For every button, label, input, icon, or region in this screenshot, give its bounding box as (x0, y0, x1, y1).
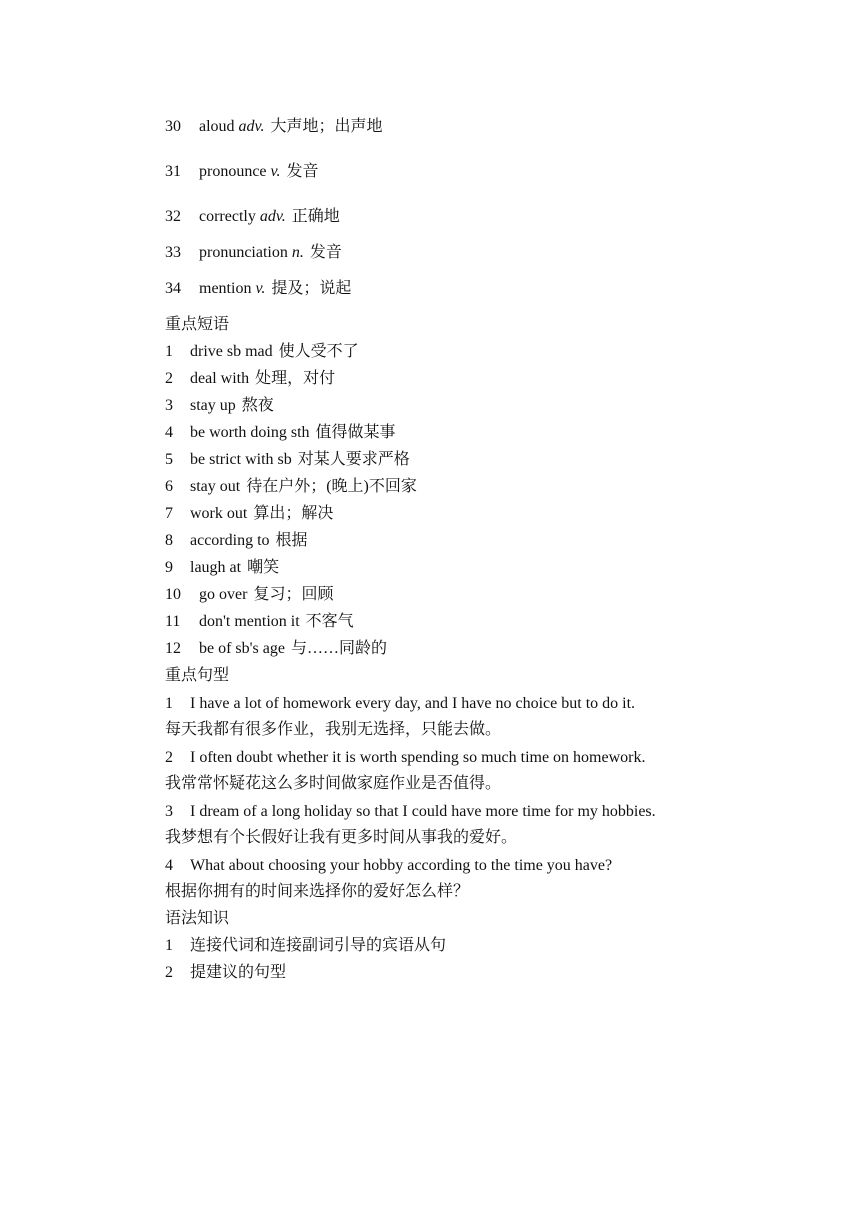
phrase-chinese: 待在户外；(晚上)不回家 (246, 478, 417, 495)
phrase-number: 1 (165, 343, 173, 360)
phrase-item (165, 342, 359, 362)
phrase-chinese: 熬夜 (241, 397, 274, 414)
vocab-item (165, 162, 318, 182)
vocab-meaning: 发音 (309, 244, 342, 261)
sentence-english: I dream of a long holiday so that I could have more time for my hobbies. (190, 803, 656, 820)
vocab-word: pronunciation (199, 244, 288, 261)
grammar-number: 1 (165, 937, 173, 954)
phrase-english: stay out (190, 478, 241, 495)
phrase-english: don't mention it (199, 613, 300, 630)
vocab-pos: v. (270, 163, 281, 180)
phrase-number: 7 (165, 505, 173, 522)
sentence-english-line (165, 856, 612, 876)
phrase-number: 5 (165, 451, 173, 468)
phrase-chinese: 嘲笑 (247, 559, 280, 576)
phrase-english: be of sb's age (199, 640, 285, 657)
phrase-chinese: 处理，对付 (255, 370, 336, 387)
phrase-chinese: 值得做某事 (315, 424, 396, 441)
phrase-number: 3 (165, 397, 173, 414)
section-heading-phrases: 重点短语 (165, 316, 230, 333)
phrase-chinese: 根据 (275, 532, 308, 549)
phrase-item (165, 450, 410, 470)
vocab-pos: adv. (238, 118, 265, 135)
sentence-english-line (165, 748, 645, 768)
vocab-meaning: 大声地；出声地 (270, 118, 383, 135)
phrase-item (165, 504, 333, 524)
phrase-number: 9 (165, 559, 173, 576)
phrase-item (165, 558, 279, 578)
phrase-number: 11 (165, 613, 181, 630)
vocab-meaning: 发音 (286, 163, 319, 180)
sentence-english-line (165, 802, 656, 822)
phrase-number: 6 (165, 478, 173, 495)
phrase-english: go over (199, 586, 248, 603)
vocab-meaning: 提及；说起 (271, 280, 352, 297)
phrase-english: be strict with sb (190, 451, 292, 468)
phrase-item (165, 423, 396, 443)
phrase-item (165, 612, 354, 632)
vocab-word: mention (199, 280, 252, 297)
phrase-number: 4 (165, 424, 173, 441)
phrase-chinese: 使人受不了 (278, 343, 359, 360)
phrase-item (165, 477, 417, 497)
sentence-english: I often doubt whether it is worth spending so much time on homework. (190, 749, 646, 766)
phrase-english: work out (190, 505, 248, 522)
vocab-meaning: 正确地 (291, 208, 340, 225)
vocab-pos: n. (291, 244, 304, 261)
vocab-item (165, 243, 342, 263)
vocab-item (165, 207, 340, 227)
sentence-number: 4 (165, 857, 173, 874)
sentence-chinese: 每天我都有很多作业，我别无选择，只能去做。 (165, 721, 502, 738)
grammar-item (165, 963, 286, 983)
phrase-number: 12 (165, 640, 181, 657)
phrase-number: 2 (165, 370, 173, 387)
vocab-item (165, 279, 351, 299)
grammar-number: 2 (165, 964, 173, 981)
sentence-number: 2 (165, 749, 173, 766)
phrase-item (165, 396, 274, 416)
sentence-english: What about choosing your hobby according to the time you have? (190, 857, 613, 874)
phrase-chinese: 对某人要求严格 (297, 451, 410, 468)
phrase-chinese: 算出；解决 (253, 505, 334, 522)
phrase-english: according to (190, 532, 270, 549)
vocab-item (165, 117, 382, 137)
phrase-item (165, 585, 333, 605)
grammar-text: 连接代词和连接副词引导的宾语从句 (190, 937, 447, 954)
phrase-item (165, 531, 308, 551)
vocab-number: 32 (165, 208, 181, 225)
phrase-item (165, 369, 335, 389)
vocab-word: aloud (199, 118, 235, 135)
vocab-pos: adv. (259, 208, 286, 225)
vocab-word: correctly (199, 208, 256, 225)
vocab-pos: v. (255, 280, 266, 297)
phrase-number: 10 (165, 586, 181, 603)
phrase-english: be worth doing sth (190, 424, 310, 441)
sentence-chinese: 我常常怀疑花这么多时间做家庭作业是否值得。 (165, 775, 502, 792)
vocab-number: 34 (165, 280, 181, 297)
vocab-number: 30 (165, 118, 181, 135)
sentence-number: 1 (165, 695, 173, 712)
phrase-english: drive sb mad (190, 343, 273, 360)
vocab-word: pronounce (199, 163, 267, 180)
sentence-english: I have a lot of homework every day, and I have no choice but to do it. (190, 695, 636, 712)
phrase-english: stay up (190, 397, 236, 414)
phrase-english: deal with (190, 370, 250, 387)
phrase-chinese: 不客气 (305, 613, 354, 630)
grammar-item (165, 936, 446, 956)
sentence-number: 3 (165, 803, 173, 820)
vocab-number: 33 (165, 244, 181, 261)
vocab-number: 31 (165, 163, 181, 180)
section-heading-grammar: 语法知识 (165, 910, 230, 927)
section-heading-sentences: 重点句型 (165, 667, 230, 684)
sentence-chinese: 我梦想有个长假好让我有更多时间从事我的爱好。 (165, 829, 518, 846)
phrase-number: 8 (165, 532, 173, 549)
sentence-english-line (165, 694, 635, 714)
phrase-english: laugh at (190, 559, 242, 576)
phrase-item (165, 639, 387, 659)
grammar-text: 提建议的句型 (190, 964, 287, 981)
sentence-chinese: 根据你拥有的时间来选择你的爱好怎么样？ (165, 883, 470, 900)
phrase-chinese: 复习；回顾 (253, 586, 334, 603)
phrase-chinese: 与……同龄的 (290, 640, 387, 657)
